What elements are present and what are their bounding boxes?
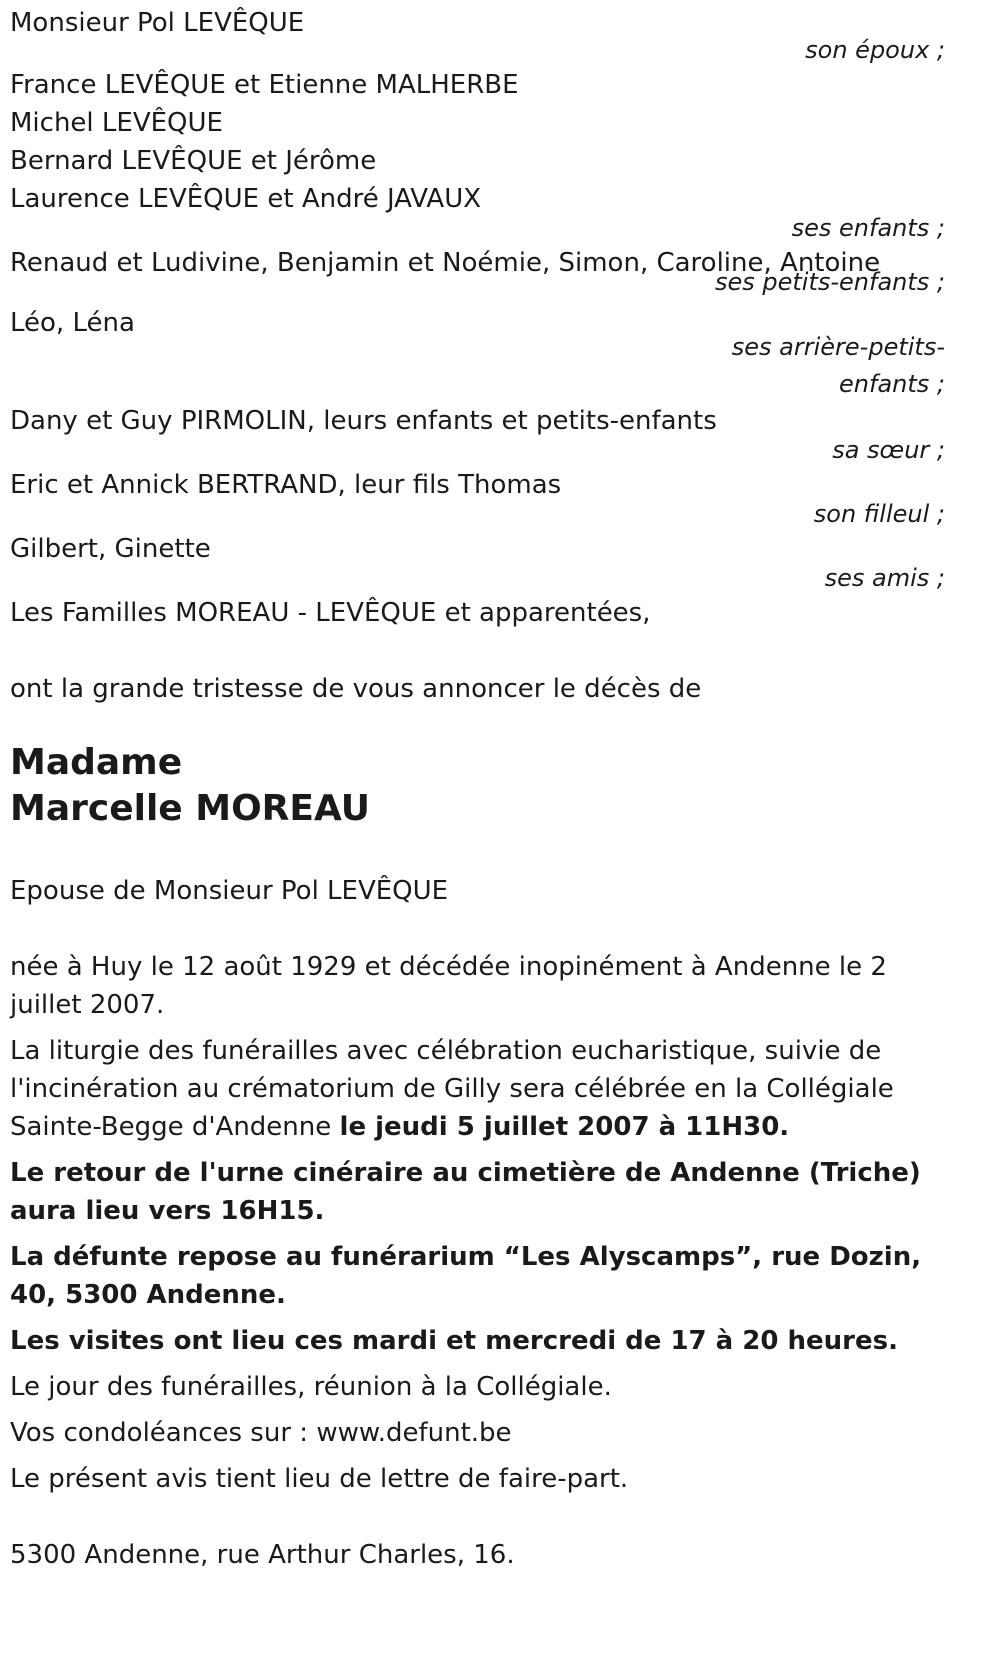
friends-group [10, 530, 945, 594]
gathering-text: Le jour des funérailles, réunion à la Collégiale. [10, 1372, 612, 1402]
ceremony-description: La liturgie des funérailles avec célébration eucharistique, suivie de l'incinération au crématorium de Gilly sera célébrée en la Collégiale Sainte-Begge d'Andenne [10, 1036, 894, 1142]
friends-relation: ses amis ; [824, 564, 945, 592]
grandchildren-group [10, 244, 945, 298]
urn-return-text: Le retour de l'urne cinéraire au cimetière de Andenne (Triche) aura lieu vers 16H15. [10, 1158, 921, 1226]
child-name: Michel LEVÊQUE [10, 108, 223, 138]
child-name: Laurence LEVÊQUE et André JAVAUX [10, 184, 482, 214]
spouse-relation: son époux ; [805, 36, 945, 64]
address-text: 5300 Andenne, rue Arthur Charles, 16. [10, 1540, 515, 1570]
godson-names: Eric et Annick BERTRAND, leur fils Thomas [10, 470, 562, 500]
great-grandchildren-names: Léo, Léna [10, 308, 135, 338]
grandchildren-names: Renaud et Ludivine, Benjamin et Noémie, Simon, Caroline, Antoine [10, 248, 881, 278]
obituary-notice [10, 0, 945, 1574]
visits-text: Les visites ont lieu ces mardi et mercredi de 17 à 20 heures. [10, 1326, 898, 1356]
grandchildren-relation: ses petits-enfants ; [714, 268, 945, 296]
godson-group [10, 466, 945, 530]
children-relation: ses enfants ; [791, 214, 945, 242]
child-name: Bernard LEVÊQUE et Jérôme [10, 146, 377, 176]
deceased-title: Madame [10, 742, 183, 783]
sister-names: Dany et Guy PIRMOLIN, leurs enfants et petits-enfants [10, 406, 717, 436]
ceremony-text [10, 1032, 945, 1146]
great-grandchildren-relation-cont: enfants ; [839, 370, 945, 398]
rests-at-text: La défunte repose au funérarium “Les Alyscamps”, rue Dozin, 40, 5300 Andenne. [10, 1242, 922, 1310]
ceremony-date: le jeudi 5 juillet 2007 à 11H30. [339, 1112, 790, 1142]
condolences-text: Vos condoléances sur : www.defunt.be [10, 1418, 512, 1448]
sister-group [10, 402, 945, 466]
spouse-group [10, 4, 945, 66]
sister-relation: sa sœur ; [832, 436, 945, 464]
deceased-name-block [10, 740, 945, 832]
notice-text: Le présent avis tient lieu de lettre de faire-part. [10, 1464, 629, 1494]
great-grandchildren-relation: ses arrière-petits- [731, 333, 945, 361]
children-group [10, 66, 945, 244]
spouse-of-line: Epouse de Monsieur Pol LEVÊQUE [10, 876, 449, 906]
birth-death-text: née à Huy le 12 août 1929 et décédée inopinément à Andenne le 2 juillet 2007. [10, 952, 887, 1020]
spouse-name: Monsieur Pol LEVÊQUE [10, 8, 305, 38]
deceased-name: Marcelle MOREAU [10, 788, 370, 829]
families-line: Les Familles MOREAU - LEVÊQUE et apparentées, [10, 598, 651, 628]
child-name: France LEVÊQUE et Etienne MALHERBE [10, 70, 519, 100]
godson-relation: son filleul ; [813, 500, 945, 528]
great-grandchildren-group [10, 304, 945, 402]
announcement-text: ont la grande tristesse de vous annoncer le décès de [10, 674, 702, 704]
friends-names: Gilbert, Ginette [10, 534, 211, 564]
